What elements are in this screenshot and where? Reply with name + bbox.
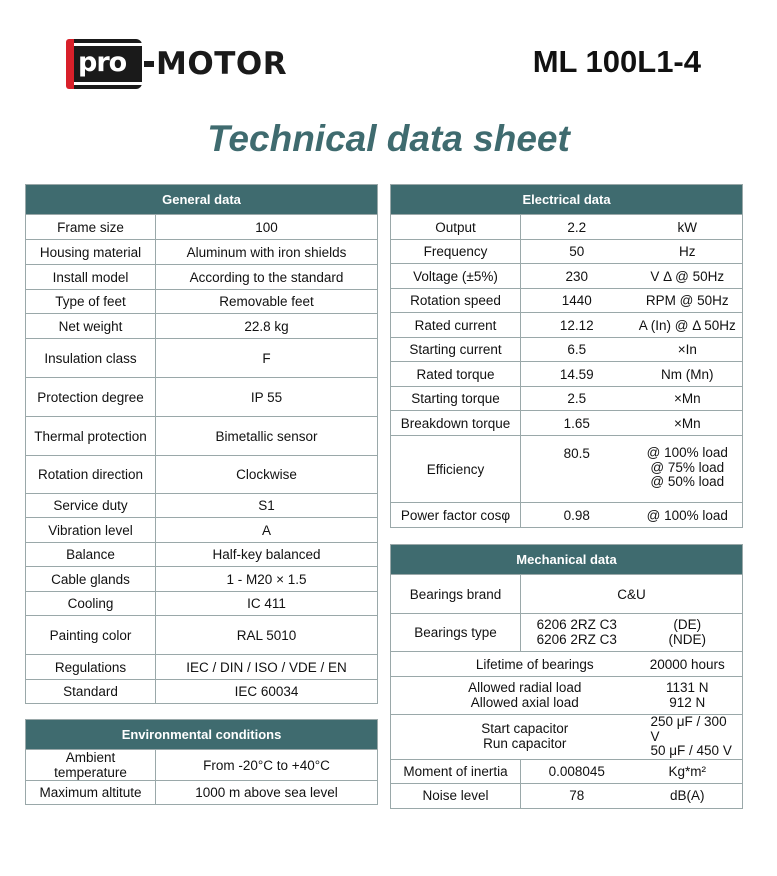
row-label: Run capacitor xyxy=(483,735,567,751)
row-value: 2.5 xyxy=(521,387,633,411)
row-value: 0.98 xyxy=(521,503,633,528)
row-value: IEC 60034 xyxy=(156,680,378,704)
table-row xyxy=(26,616,378,655)
table-row xyxy=(26,518,378,543)
mechanical-data-header: Mechanical data xyxy=(391,545,743,575)
row-value: Bimetallic sensor xyxy=(156,417,378,456)
logo-pro-text: pro xyxy=(78,47,127,78)
environment-table xyxy=(25,719,378,805)
row-value: IC 411 xyxy=(156,592,378,616)
row-value: 50 μF / 450 V xyxy=(650,743,732,758)
row-label: Cable glands xyxy=(26,567,156,592)
row-label: Thermal protection xyxy=(26,417,156,456)
row-label: Bearings brand xyxy=(391,575,521,614)
row-value: Removable feet xyxy=(156,290,378,314)
row-label: Cooling xyxy=(26,592,156,616)
row-value: Half-key balanced xyxy=(156,543,378,567)
row-value: A xyxy=(156,518,378,543)
row-value: 1.65 xyxy=(521,411,633,436)
row-label: Starting current xyxy=(391,338,521,362)
row-unit: Hz xyxy=(633,240,743,264)
table-row xyxy=(26,215,378,240)
table-row xyxy=(26,543,378,567)
row-value: 250 μF / 300 V xyxy=(650,714,727,744)
bearings-type-units xyxy=(633,614,743,652)
row-value: 6206 2RZ C3 xyxy=(536,617,617,632)
row-value: 14.59 xyxy=(521,362,633,387)
table-row xyxy=(391,652,743,677)
row-label: Insulation class xyxy=(26,339,156,378)
loads-values xyxy=(633,677,743,715)
row-label: Painting color xyxy=(26,616,156,655)
row-label: Output xyxy=(391,215,521,240)
row-value: According to the standard xyxy=(156,265,378,290)
row-label: Net weight xyxy=(26,314,156,339)
row-value: IEC / DIN / ISO / VDE / EN xyxy=(156,655,378,680)
row-label: Maximum altitute xyxy=(26,781,156,805)
row-value: C&U xyxy=(521,575,743,614)
row-label: Housing material xyxy=(26,240,156,265)
row-label: Bearings type xyxy=(391,614,521,652)
row-unit: ×In xyxy=(633,338,743,362)
row-value: 6.5 xyxy=(521,338,633,362)
row-label: Breakdown torque xyxy=(391,411,521,436)
model-number: ML 100L1-4 xyxy=(532,44,701,79)
mechanical-data-table xyxy=(390,544,743,809)
electrical-data-header: Electrical data xyxy=(391,185,743,215)
table-row xyxy=(391,338,743,362)
table-row xyxy=(391,362,743,387)
table-row xyxy=(26,655,378,680)
row-label: Noise level xyxy=(391,783,521,808)
row-label: Power factor cosφ xyxy=(391,503,521,528)
row-label: Start capacitor xyxy=(481,721,569,737)
row-unit: A (In) @ Δ 50Hz xyxy=(633,313,743,338)
table-row xyxy=(26,314,378,339)
row-unit: dB(A) xyxy=(633,783,743,808)
row-value: 100 xyxy=(156,215,378,240)
brand-logo xyxy=(66,38,287,90)
row-value: 50 xyxy=(521,240,633,264)
row-unit: kW xyxy=(633,215,743,240)
row-unit: @ 100% load xyxy=(646,445,728,460)
row-value: 22.8 kg xyxy=(156,314,378,339)
general-data-table xyxy=(25,184,378,704)
row-label: Efficiency xyxy=(391,436,521,503)
logo-motor-text: MOTOR xyxy=(156,46,288,82)
table-row xyxy=(391,715,743,760)
row-label: Rated current xyxy=(391,313,521,338)
table-row xyxy=(26,290,378,314)
row-label: Type of feet xyxy=(26,290,156,314)
table-row xyxy=(26,592,378,616)
row-value: 1 - M20 × 1.5 xyxy=(156,567,378,592)
table-row xyxy=(26,456,378,494)
table-row xyxy=(391,387,743,411)
row-value: 12.12 xyxy=(521,313,633,338)
capacitor-labels xyxy=(391,715,633,760)
row-value: From -20°C to +40°C xyxy=(156,750,378,781)
row-unit: (DE) xyxy=(673,617,702,632)
row-label: Rotation speed xyxy=(391,289,521,313)
row-value: 0.008045 xyxy=(521,759,633,783)
table-row xyxy=(391,264,743,289)
row-value: Clockwise xyxy=(156,456,378,494)
capacitor-values xyxy=(633,715,743,760)
row-label: Moment of inertia xyxy=(391,759,521,783)
row-value: RAL 5010 xyxy=(156,616,378,655)
table-row xyxy=(26,750,378,781)
row-unit: Nm (Mn) xyxy=(633,362,743,387)
row-label: Allowed axial load xyxy=(470,694,579,710)
row-label: Install model xyxy=(26,265,156,290)
table-row xyxy=(26,339,378,378)
table-row xyxy=(26,265,378,290)
table-row xyxy=(391,436,743,503)
table-row xyxy=(26,240,378,265)
electrical-data-table xyxy=(390,184,743,528)
row-value: 2.2 xyxy=(521,215,633,240)
row-label: Voltage (±5%) xyxy=(391,264,521,289)
row-label: Frame size xyxy=(26,215,156,240)
row-label: Vibration level xyxy=(26,518,156,543)
efficiency-units xyxy=(633,436,743,503)
row-unit: ×Mn xyxy=(633,387,743,411)
row-value: 230 xyxy=(521,264,633,289)
table-row xyxy=(391,411,743,436)
row-label: Rotation direction xyxy=(26,456,156,494)
table-row xyxy=(391,614,743,652)
table-row xyxy=(26,680,378,704)
row-value: 1000 m above sea level xyxy=(156,781,378,805)
row-label: Regulations xyxy=(26,655,156,680)
row-label: Ambient temperature xyxy=(26,750,156,781)
table-row xyxy=(26,781,378,805)
row-unit: @ 100% load xyxy=(633,503,743,528)
row-label: Protection degree xyxy=(26,378,156,417)
page-title: Technical data sheet xyxy=(207,118,570,159)
table-row xyxy=(391,503,743,528)
bearings-type-values xyxy=(521,614,633,652)
table-row xyxy=(26,378,378,417)
row-label: Service duty xyxy=(26,494,156,518)
row-value: 80.5 xyxy=(521,436,633,503)
row-unit: @ 75% load xyxy=(650,459,725,475)
row-value: S1 xyxy=(156,494,378,518)
row-unit: RPM @ 50Hz xyxy=(633,289,743,313)
table-row xyxy=(26,417,378,456)
row-value: 6206 2RZ C3 xyxy=(536,631,617,647)
table-row xyxy=(26,494,378,518)
logo-dash xyxy=(144,61,154,67)
row-value: 78 xyxy=(521,783,633,808)
row-value: IP 55 xyxy=(156,378,378,417)
row-unit: ×Mn xyxy=(633,411,743,436)
general-data-header: General data xyxy=(26,185,378,215)
table-row xyxy=(391,313,743,338)
table-row xyxy=(391,783,743,808)
row-value: Aluminum with iron shields xyxy=(156,240,378,265)
row-label: Starting torque xyxy=(391,387,521,411)
table-row xyxy=(391,575,743,614)
row-label: Balance xyxy=(26,543,156,567)
row-label: Frequency xyxy=(391,240,521,264)
row-unit: @ 50% load xyxy=(650,474,725,489)
row-value: 1440 xyxy=(521,289,633,313)
table-row xyxy=(26,567,378,592)
row-label: Allowed radial load xyxy=(468,680,582,695)
row-value: 1131 N xyxy=(666,680,709,695)
table-row xyxy=(391,759,743,783)
table-row xyxy=(391,289,743,313)
loads-labels xyxy=(391,677,633,715)
environment-header: Environmental conditions xyxy=(26,720,378,750)
row-unit: (NDE) xyxy=(668,631,707,647)
row-value: F xyxy=(156,339,378,378)
row-unit: V Δ @ 50Hz xyxy=(633,264,743,289)
logo-badge xyxy=(66,39,142,89)
row-value: 20000 hours xyxy=(633,652,743,677)
table-row xyxy=(391,215,743,240)
row-label: Rated torque xyxy=(391,362,521,387)
row-label: Lifetime of bearings xyxy=(391,652,633,677)
row-value: 912 N xyxy=(669,694,706,710)
row-unit: Kg*m² xyxy=(633,759,743,783)
table-row xyxy=(391,677,743,715)
table-row xyxy=(391,240,743,264)
row-label: Standard xyxy=(26,680,156,704)
